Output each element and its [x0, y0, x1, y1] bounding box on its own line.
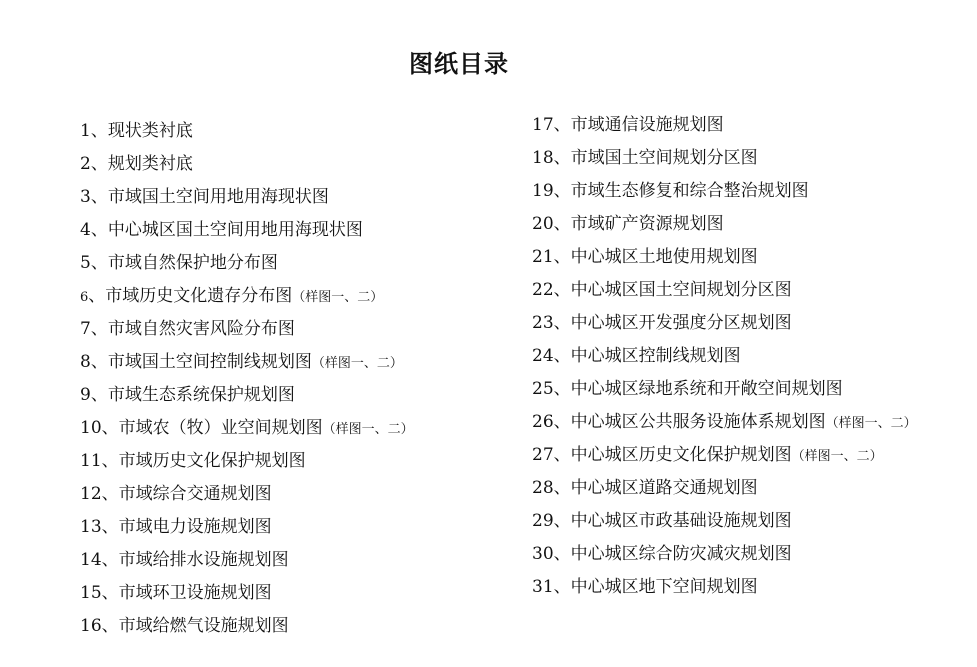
toc-item [532, 373, 917, 406]
toc-item-label: 2、规划类衬底 [80, 154, 193, 174]
toc-item [532, 208, 917, 241]
toc-item [80, 445, 414, 478]
toc-item-label: 19、市域生态修复和综合整治规划图 [532, 181, 809, 201]
toc-item-label: 29、中心城区市政基础设施规划图 [532, 511, 792, 531]
toc-item [532, 472, 917, 505]
toc-item [80, 511, 414, 544]
toc-item-label: 14、市域给排水设施规划图 [80, 550, 289, 570]
toc-item [532, 340, 917, 373]
toc-item [532, 538, 917, 571]
toc-item-label: 22、中心城区国土空间规划分区图 [532, 280, 792, 300]
toc-left-column [80, 115, 414, 643]
toc-item-label: 11、市域历史文化保护规划图 [80, 451, 306, 471]
toc-item [532, 505, 917, 538]
toc-item-label: 28、中心城区道路交通规划图 [532, 478, 758, 498]
toc-item-label: 25、中心城区绿地系统和开敞空间规划图 [532, 379, 843, 399]
toc-item-label: 9、市域生态系统保护规划图 [80, 385, 295, 405]
toc-item [80, 379, 414, 412]
toc-item-label: 7、市域自然灾害风险分布图 [80, 319, 295, 339]
toc-item-label: 31、中心城区地下空间规划图 [532, 577, 758, 597]
toc-item [80, 214, 414, 247]
toc-item [80, 544, 414, 577]
toc-item [532, 571, 917, 604]
toc-item-label: 27、中心城区历史文化保护规划图 [532, 445, 792, 465]
toc-item-note: （样图一、二） [322, 422, 414, 437]
toc-item-label: 21、中心城区土地使用规划图 [532, 247, 758, 267]
toc-item [80, 181, 414, 214]
toc-item [532, 109, 917, 142]
toc-right-column [532, 109, 917, 604]
toc-item-label: 18、市域国土空间规划分区图 [532, 148, 758, 168]
toc-item-label: 23、中心城区开发强度分区规划图 [532, 313, 792, 333]
toc-item [532, 406, 917, 439]
toc-item-label: 、市域历史文化遗存分布图 [88, 286, 293, 306]
toc-item [80, 115, 414, 148]
toc-item [532, 142, 917, 175]
toc-item [80, 313, 414, 346]
toc-item-label: 24、中心城区控制线规划图 [532, 346, 741, 366]
toc-item-label: 16、市域给燃气设施规划图 [80, 616, 289, 636]
toc-item [80, 478, 414, 511]
toc-item [80, 610, 414, 643]
page-title: 图纸目录 [409, 50, 509, 78]
toc-item-label: 3、市域国土空间用地用海现状图 [80, 187, 329, 207]
toc-item-note: （样图一、二） [791, 449, 883, 464]
toc-item-number: 6 [80, 290, 89, 305]
toc-item [532, 274, 917, 307]
toc-item-label: 4、中心城区国土空间用地用海现状图 [80, 220, 363, 240]
toc-item-label: 12、市域综合交通规划图 [80, 484, 272, 504]
toc-item-note: （样图一、二） [825, 416, 917, 431]
toc-item [80, 148, 414, 181]
toc-item-label: 10、市域农（牧）业空间规划图 [80, 418, 323, 438]
toc-item-label: 15、市域环卫设施规划图 [80, 583, 272, 603]
toc-item [80, 280, 414, 313]
toc-item-label: 5、市域自然保护地分布图 [80, 253, 278, 273]
toc-item-label: 1、现状类衬底 [80, 121, 193, 141]
toc-item-note: （样图一、二） [292, 290, 384, 305]
toc-item-label: 13、市域电力设施规划图 [80, 517, 272, 537]
toc-item-label: 8、市域国土空间控制线规划图 [80, 352, 312, 372]
toc-item [80, 412, 414, 445]
toc-item-label: 20、市域矿产资源规划图 [532, 214, 724, 234]
toc-item-label: 17、市域通信设施规划图 [532, 115, 724, 135]
toc-item-label: 26、中心城区公共服务设施体系规划图 [532, 412, 826, 432]
toc-item [532, 175, 917, 208]
toc-item-note: （样图一、二） [311, 356, 403, 371]
toc-item [532, 241, 917, 274]
toc-item [532, 439, 917, 472]
toc-item [80, 577, 414, 610]
toc-item [532, 307, 917, 340]
toc-item [80, 247, 414, 280]
toc-item-label: 30、中心城区综合防灾减灾规划图 [532, 544, 792, 564]
toc-item [80, 346, 414, 379]
